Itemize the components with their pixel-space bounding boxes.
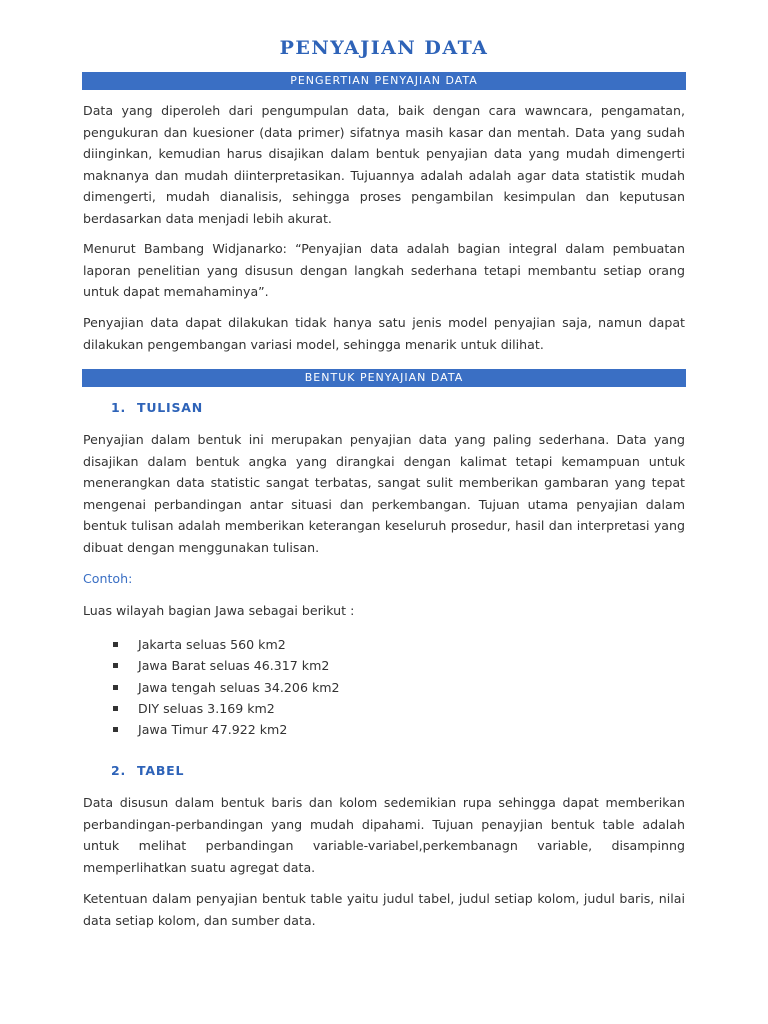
heading-label: TABEL bbox=[137, 763, 185, 778]
square-bullet-icon bbox=[113, 663, 118, 668]
square-bullet-icon bbox=[113, 642, 118, 647]
contoh-intro: Luas wilayah bagian Jawa sebagai berikut : bbox=[83, 603, 355, 618]
list-item bbox=[110, 634, 340, 655]
square-bullet-icon bbox=[113, 727, 118, 732]
region-list bbox=[110, 634, 340, 740]
list-item-text: Jawa Barat seluas 46.317 km2 bbox=[138, 658, 330, 674]
contoh-label: Contoh: bbox=[83, 571, 133, 586]
paragraph-tulisan: Penyajian dalam bentuk ini merupakan penyajian data yang paling sederhana. Data yang disajikan dalam bentuk angka yang dirangkai dengan kalimat tetapi kemampuan untuk menerangkan data statistic sangat terbatas, sangat sulit memberikan gambaran yang tepat mengenai perbandingan antar situasi dan perkembangan. Tujuan utama penyajian dalam bentuk tulisan adalah memberikan keterangan keseluruh prosedur, hasil dan interpretasi yang dibuat dengan menggunakan tulisan. bbox=[83, 432, 685, 555]
list-item bbox=[110, 698, 340, 719]
square-bullet-icon bbox=[113, 685, 118, 690]
heading-number: 1. bbox=[111, 400, 127, 415]
heading-tabel bbox=[111, 762, 184, 780]
section-bar-pengertian: PENGERTIAN PENYAJIAN DATA bbox=[82, 72, 686, 90]
square-bullet-icon bbox=[113, 706, 118, 711]
section-bar-bentuk: BENTUK PENYAJIAN DATA bbox=[82, 369, 686, 387]
paragraph-pengertian-2: Menurut Bambang Widjanarko: “Penyajian data adalah bagian integral dalam pembuatan laporan penelitian yang disusun dengan langkah sederhana tetapi membantu setiap orang untuk dapat memahaminya”. bbox=[83, 241, 685, 299]
list-item bbox=[110, 655, 340, 676]
paragraph-tabel-2: Ketentuan dalam penyajian bentuk table yaitu judul tabel, judul setiap kolom, judul baris, nilai data setiap kolom, dan sumber data. bbox=[83, 891, 685, 928]
paragraph-pengertian-3: Penyajian data dapat dilakukan tidak hanya satu jenis model penyajian saja, namun dapat dilakukan pengembangan variasi model, sehingga menarik untuk dilihat. bbox=[83, 315, 685, 352]
heading-tulisan bbox=[111, 399, 203, 417]
page-title: PENYAJIAN DATA bbox=[279, 37, 489, 59]
list-item-text: DIY seluas 3.169 km2 bbox=[138, 700, 275, 716]
paragraph-pengertian-1: Data yang diperoleh dari pengumpulan data, baik dengan cara wawncara, pengamatan, pengukuran dan kuesioner (data primer) sifatnya masih kasar dan mentah. Data yang sudah diinginkan, kemudian harus disajikan dalam bentuk penyajian data yang mudah dimengerti maknanya dan mudah diinterpretasikan. Tujuannya adalah adalah agar data statistik mudah dimengerti, mudah dianalisis, sehingga proses pengambilan kesimpulan dan keputusan berdasarkan data menjadi lebih akurat. bbox=[83, 103, 685, 226]
heading-label: TULISAN bbox=[137, 400, 204, 415]
list-item bbox=[110, 677, 340, 698]
list-item-text: Jakarta seluas 560 km2 bbox=[138, 637, 286, 652]
list-item-text: Jawa Timur 47.922 km2 bbox=[138, 722, 288, 738]
paragraph-tabel-1: Data disusun dalam bentuk baris dan kolom sedemikian rupa sehingga dapat memberikan perbandingan-perbandingan yang mudah dipahami. Tujuan penayjian bentuk table adalah untuk melihat perbandingan variable-variabel,perkembanagn variable, disampinng memperlihatkan suatu agregat data. bbox=[83, 795, 685, 875]
list-item bbox=[110, 719, 340, 740]
list-item-text: Jawa tengah seluas 34.206 km2 bbox=[138, 679, 340, 695]
heading-number: 2. bbox=[111, 763, 127, 778]
